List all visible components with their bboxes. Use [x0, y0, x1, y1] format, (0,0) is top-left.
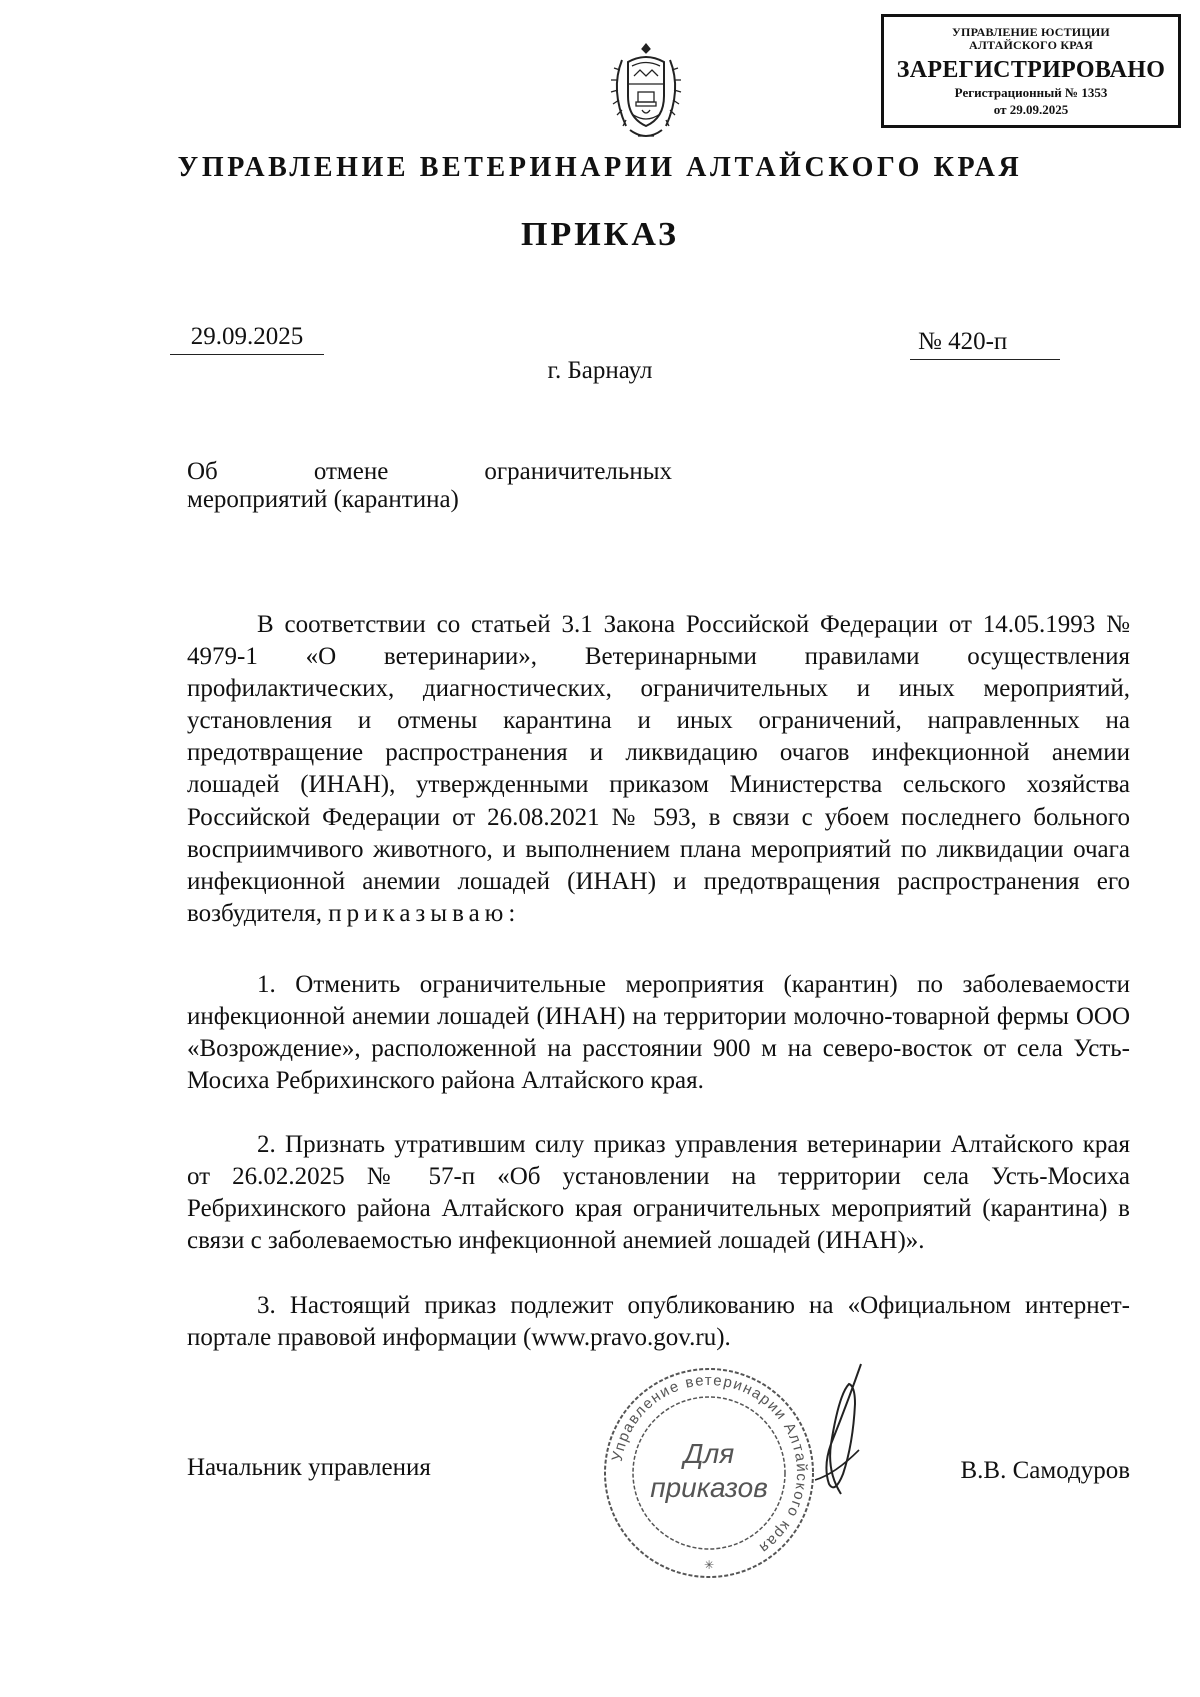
- document-city: г. Барнаул: [547, 357, 653, 384]
- document-type: ПРИКАЗ: [521, 216, 679, 253]
- order-item: 1. Отменить ограничительные мероприятия (карантин) по заболеваемости инфекционной анемии лошадей (ИНАН) на территории молочно-товарной фермы ООО «Возрождение», расположенной на расстоянии 900 м на северо-восток от села Усть-Мосиха Ребрихинского района Алтайского края.: [187, 971, 1130, 1095]
- order-item: 3. Настоящий приказ подлежит опубликованию на «Официальном интернет-портале правовой информации (www.pravo.gov.ru).: [187, 1292, 1130, 1352]
- order-item: 2. Признать утратившим силу приказ управления ветеринарии Алтайского края от 26.02.2025 № 57-п «Об установлении на территории села Усть-Мосиха Ребрихинского района Алтайского края ограничительных мероприятий (карантина) в связи с заболеваемостью инфекционной анемией лошадей (ИНАН)».: [187, 1131, 1130, 1255]
- preamble-text: В соответствии со статьей 3.1 Закона Российской Федерации от 14.05.1993 № 4979-1 «О ветеринарии», Ветеринарными правилами осуществления профилактических, диагностических, ограничительных и иных мероприятий, установления и отмены карантина и иных ограничений, направленных на предотвращение распространения и ликвидацию очагов инфекционной анемии лошадей (ИНАН), утвержденными приказом Министерства сельского хозяйства Российской Федерации от 26.08.2021 № 593, в связи с убоем последнего больного восприимчивого животного, и выполнением плана мероприятий по ликвидации очага инфекционной анемии лошадей (ИНАН) и предотвращения распространения его возбудителя,: [187, 611, 1130, 927]
- document-date: 29.09.2025: [170, 320, 324, 355]
- signatory-title: Начальник управления: [187, 1454, 431, 1481]
- registration-date: от 29.09.2025: [993, 102, 1069, 117]
- document-number: № 420-п: [910, 325, 1060, 360]
- seal-ring-text: Управление ветеринарии Алтайского края: [608, 1371, 811, 1558]
- handwritten-signature: [775, 1360, 895, 1510]
- document-subject: [187, 458, 672, 514]
- seal-line2: приказов: [650, 1472, 768, 1503]
- altai-krai-coat-of-arms-icon: [602, 40, 690, 144]
- registration-status: ЗАРЕГИСТРИРОВАНО: [896, 57, 1166, 83]
- preamble-paragraph: [187, 609, 1130, 930]
- order-word: приказываю:: [328, 899, 521, 927]
- subject-line2: мероприятий (карантина): [187, 486, 459, 513]
- subject-line1: Об отмене ограничительных: [187, 458, 672, 485]
- svg-text:✳: ✳: [703, 1558, 715, 1572]
- seal-line1: Для: [683, 1438, 735, 1469]
- agency-title: УПРАВЛЕНИЕ ВЕТЕРИНАРИИ АЛТАЙСКОГО КРАЯ: [177, 152, 1023, 183]
- registration-number: Регистрационный № 1353: [954, 85, 1108, 100]
- registration-org-line2: АЛТАЙСКОГО КРАЯ: [969, 38, 1093, 52]
- signatory-name: В.В. Самодуров: [960, 1457, 1130, 1484]
- registration-stamp-box: [881, 14, 1181, 128]
- registration-org-line1: УПРАВЛЕНИЕ ЮСТИЦИИ: [952, 25, 1110, 39]
